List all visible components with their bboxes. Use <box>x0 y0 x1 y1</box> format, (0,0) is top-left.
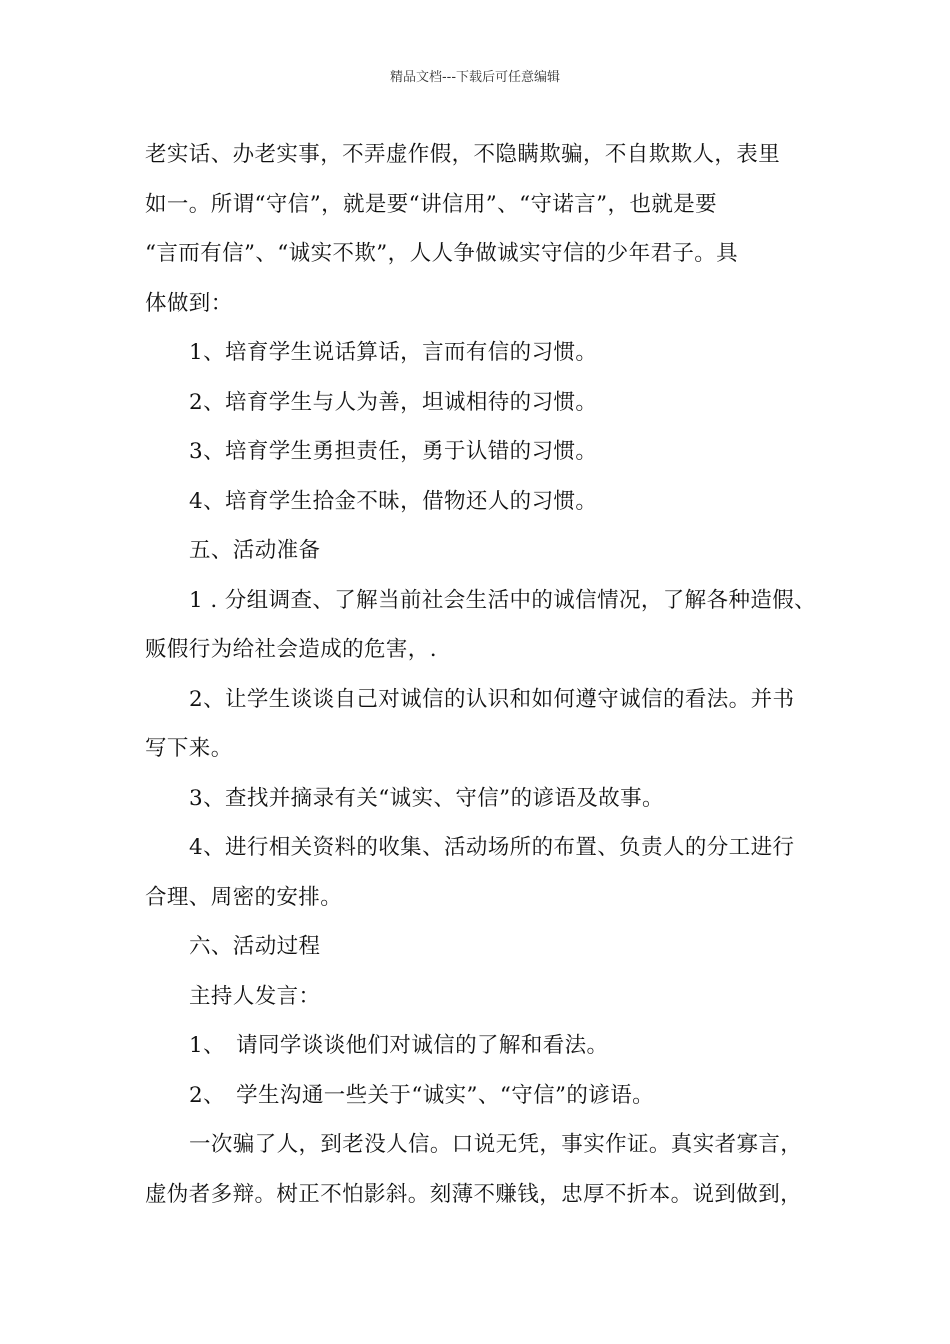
list-item: 2、让学生谈谈自己对诚信的认识和如何遵守诚信的看法。并书 <box>189 686 795 712</box>
text-line: 老实话、办老实事，不弄虚作假，不隐瞒欺骗，不自欺欺人，表里 <box>145 142 781 167</box>
list-item: 1、 请同学谈谈他们对诚信的了解和看法。 <box>189 1033 609 1058</box>
paragraph-label: 主持人发言： <box>189 983 321 1009</box>
list-item: 2、 学生沟通一些关于“诚实”、“守信”的谚语。 <box>189 1082 654 1108</box>
text-line: 一次骗了人，到老没人信。口说无凭，事实作证。真实者寡言， <box>189 1132 803 1157</box>
list-item: 1 . 分组调查、了解当前社会生活中的诚信情况，了解各种造假、 <box>189 587 817 613</box>
text-line: 虚伪者多辩。树正不怕影斜。刻薄不赚钱，忠厚不折本。说到做到， <box>145 1181 803 1207</box>
document-body <box>145 130 835 1219</box>
text-line: 贩假行为给社会造成的危害，. <box>145 637 437 662</box>
text-line: “言而有信”、“诚实不欺”，人人争做诚实守信的少年君子。具 <box>145 241 739 266</box>
list-item: 4、培育学生拾金不昧，借物还人的习惯。 <box>189 488 598 514</box>
text-line: 写下来。 <box>145 736 233 761</box>
text-line: 如一。所谓“守信”，就是要“讲信用”、“守诺言”，也就是要 <box>145 191 718 217</box>
list-item: 3、培育学生勇担责任，勇于认错的习惯。 <box>189 439 598 464</box>
section-heading: 六、活动过程 <box>189 934 321 959</box>
list-item: 1、培育学生说话算话，言而有信的习惯。 <box>189 340 598 365</box>
list-item: 3、查找并摘录有关“诚实、守信”的谚语及故事。 <box>189 785 664 811</box>
text-line: 合理、周密的安排。 <box>145 884 343 910</box>
list-item: 2、培育学生与人为善，坦诚相待的习惯。 <box>189 389 598 415</box>
page-header: 精品文档---下载后可任意编辑 <box>389 70 561 85</box>
section-heading: 五、活动准备 <box>189 538 321 563</box>
text-line: 体做到： <box>145 290 233 316</box>
list-item: 4、进行相关资料的收集、活动场所的布置、负责人的分工进行 <box>189 835 795 860</box>
